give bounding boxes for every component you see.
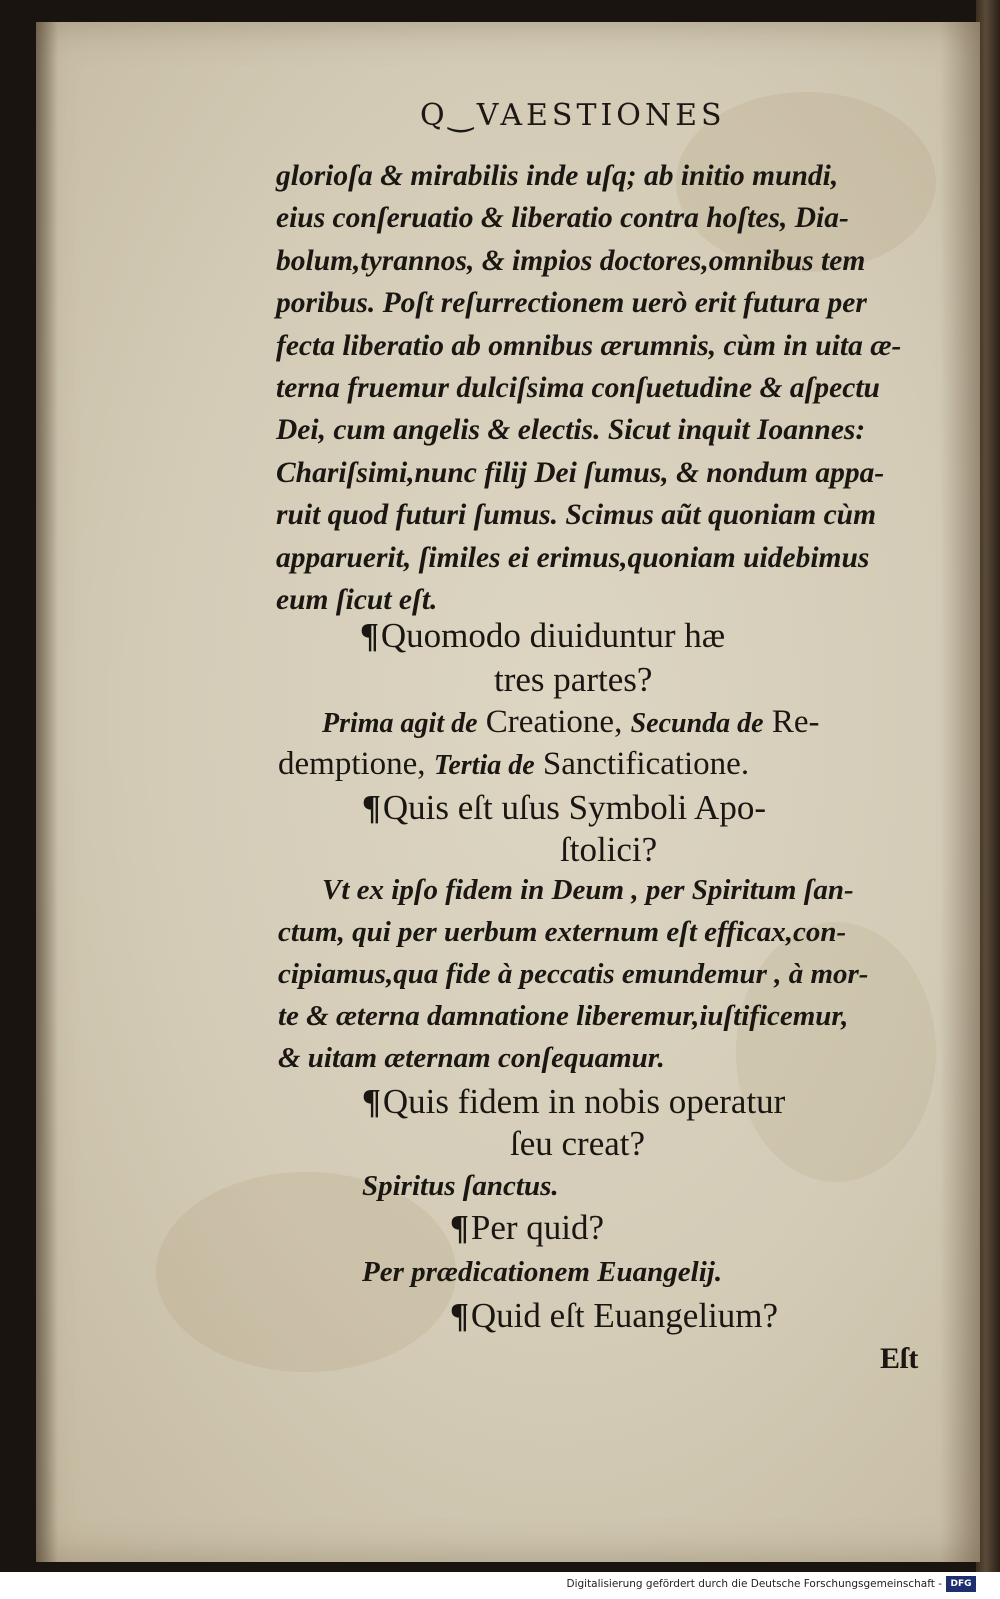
answer-1-line-1 [322, 704, 819, 741]
answer-4: Per prædicationem Euangelij. [362, 1256, 723, 1288]
body-paragraph [276, 155, 936, 621]
answer-italic: Prima agit de [322, 708, 478, 739]
question-1-line-2: tres partes? [494, 660, 653, 699]
running-header: Q‿VAESTIONES [420, 98, 726, 133]
body-line: ruit quod futuri ſumus. Scimus aũt quoniam cùm [276, 499, 877, 532]
body-line: apparuerit, ſimiles ei erimus,quoniam uidebimus [276, 541, 870, 574]
body-line: glorioſa & mirabilis inde uſq; ab initio mundi, [276, 160, 839, 192]
answer-roman: Creatione, [485, 704, 623, 740]
question-5 [450, 1296, 778, 1336]
question-4 [450, 1208, 604, 1248]
answer-2-line: ctum, qui per uerbum externum eſt efficax,con- [278, 916, 847, 948]
question-text: Quomodo diuiduntur hæ [380, 616, 726, 655]
digitization-footer [0, 1572, 1000, 1599]
body-line: Dei, cum angelis & electis. Sicut inquit Ioannes: [276, 414, 866, 447]
pilcrow-icon: ¶ [450, 1208, 469, 1247]
answer-2-line: cipiamus,qua fide à peccatis emundemur , à mor- [278, 958, 869, 990]
question-1-line-1 [360, 616, 725, 656]
body-line: eum ſicut eſt. [276, 584, 438, 617]
page-gutter-shadow [36, 22, 58, 1562]
pilcrow-icon: ¶ [360, 616, 379, 655]
answer-roman: Re- [771, 704, 820, 740]
question-3-line-2: ſeu creat? [510, 1124, 646, 1163]
question-2-line-1 [362, 788, 766, 828]
catchword: Eſt [880, 1342, 919, 1375]
question-text: Per quid? [470, 1208, 605, 1247]
page-edge-shadow [940, 22, 980, 1562]
body-line: poribus. Poſt reſurrectionem uerò erit futura per [276, 287, 867, 320]
question-3-line-1 [362, 1082, 785, 1122]
question-text: Quis eſt uſus Symboli Apo- [382, 788, 766, 827]
question-text: Quid eſt Euangelium? [470, 1296, 779, 1335]
answer-italic: Tertia de [433, 750, 535, 781]
pilcrow-icon: ¶ [450, 1296, 469, 1335]
body-line: eius conſeruatio & liberatio contra hoſtes, Dia- [276, 202, 849, 235]
body-line: fecta liberatio ab omnibus ærumnis, cùm in uita æ- [276, 329, 902, 362]
answer-italic: Secunda de [630, 708, 764, 739]
answer-roman: Sanctificatione. [542, 746, 750, 782]
question-text: Quis fidem in nobis operatur [382, 1082, 786, 1121]
answer-2-line: te & æterna damnatione liberemur,iuſtificemur, [278, 1000, 849, 1032]
footer-credit-text: Digitalisierung gefördert durch die Deutsche Forschungsgemeinschaft - [566, 1578, 942, 1590]
answer-2-line: & uitam æternam conſequamur. [278, 1042, 665, 1074]
body-line: Chariſsimi,nunc filij Dei ſumus, & nondum appa- [276, 456, 885, 489]
question-2-line-2: ſtolici? [560, 830, 658, 869]
answer-3: Spiritus ſanctus. [362, 1170, 559, 1202]
pilcrow-icon: ¶ [362, 788, 381, 827]
answer-2-line: Vt ex ipſo fidem in Deum , per Spiritum ſan- [322, 874, 854, 906]
dfg-logo: DFG [946, 1576, 976, 1592]
answer-roman: demptione, [278, 746, 426, 782]
body-line: bolum,tyrannos, & impios doctores,omnibus tem [276, 244, 866, 277]
body-line: terna fruemur dulciſsima conſuetudine & aſpectu [276, 372, 880, 405]
pilcrow-icon: ¶ [362, 1082, 381, 1121]
answer-1-line-2 [278, 746, 749, 783]
